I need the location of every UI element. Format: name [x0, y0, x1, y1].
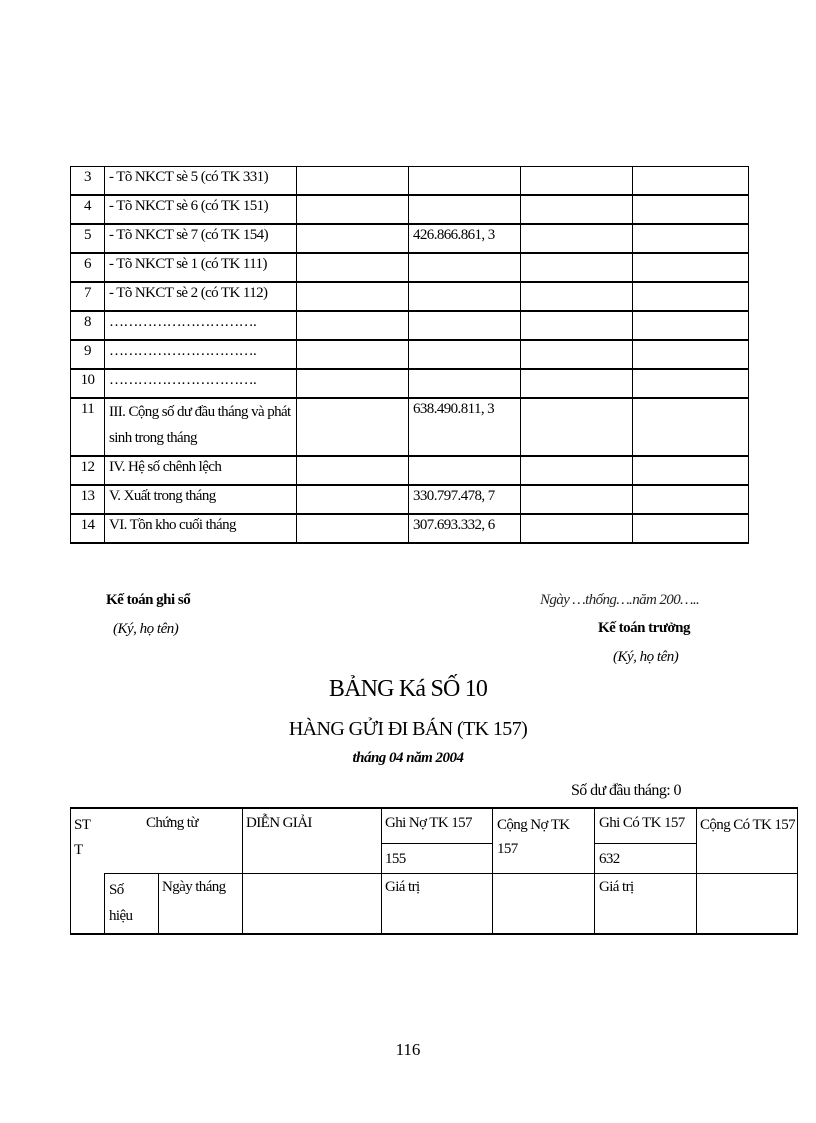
- row-number: 14: [71, 514, 105, 543]
- row-value: [409, 282, 521, 311]
- row-number: 4: [71, 195, 105, 224]
- grid-line: [594, 807, 595, 935]
- grid-line: [70, 807, 798, 809]
- empty-cell: [633, 224, 749, 253]
- table-row: [71, 167, 749, 196]
- grid-line: [70, 933, 798, 935]
- row-number: 10: [71, 369, 105, 398]
- chief-accountant-note: (Ký, họ tên): [613, 649, 679, 665]
- header-ghi-no: Ghi Nợ TK 157: [385, 815, 472, 831]
- report-month: tháng 04 năm 2004: [352, 750, 464, 766]
- table-row: [71, 282, 749, 311]
- empty-cell: [297, 282, 409, 311]
- row-number: 11: [71, 398, 105, 456]
- grid-line: [381, 843, 492, 844]
- row-value: [409, 311, 521, 340]
- row-value: [409, 456, 521, 485]
- row-description: - Tõ NKCT sè 6 (có TK 151): [105, 195, 297, 224]
- empty-cell: [297, 340, 409, 369]
- empty-cell: [633, 311, 749, 340]
- empty-cell: [521, 167, 633, 196]
- goods-sent-table: [70, 807, 798, 935]
- grid-line: [696, 807, 697, 935]
- header-ghi-co: Ghi Có TK 157: [599, 815, 685, 831]
- table-row: [71, 485, 749, 514]
- accountant-signature-title: Kế toán ghi sổ: [106, 592, 191, 608]
- empty-cell: [521, 311, 633, 340]
- empty-cell: [521, 485, 633, 514]
- header-cong-no: Cộng Nợ TK 157: [497, 817, 570, 857]
- empty-cell: [521, 398, 633, 456]
- row-number: 6: [71, 253, 105, 282]
- row-description: III. Cộng số dư đầu tháng và phát sinh trong tháng: [105, 398, 297, 456]
- empty-cell: [521, 195, 633, 224]
- row-number: 3: [71, 167, 105, 196]
- empty-cell: [297, 195, 409, 224]
- empty-cell: [521, 369, 633, 398]
- empty-cell: [297, 485, 409, 514]
- empty-cell: [521, 456, 633, 485]
- accountant-signature-note: (Ký, họ tên): [113, 621, 179, 637]
- empty-cell: [521, 514, 633, 543]
- empty-cell: [297, 311, 409, 340]
- row-value: 426.866.861, 3: [409, 224, 521, 253]
- empty-cell: [297, 456, 409, 485]
- date-line: Ngày …thống….năm 200…..: [540, 592, 700, 608]
- empty-cell: [633, 340, 749, 369]
- grid-line: [381, 807, 382, 935]
- header-dien-giai: DIỄN GIẢI: [246, 815, 312, 831]
- page-number: 116: [395, 1040, 421, 1059]
- co-account-number: 632: [599, 851, 620, 867]
- grid-line: [70, 807, 71, 935]
- row-description: ………………………….: [105, 340, 297, 369]
- table-row: [71, 224, 749, 253]
- header-chung-tu: Chứng từ: [146, 815, 198, 831]
- empty-cell: [633, 195, 749, 224]
- row-number: 13: [71, 485, 105, 514]
- header-so-hieu: Số hiệu: [109, 882, 133, 924]
- row-number: 5: [71, 224, 105, 253]
- empty-cell: [297, 253, 409, 282]
- table-row: [71, 514, 749, 543]
- chief-accountant-title: Kế toán trưởng: [598, 620, 690, 636]
- grid-line: [104, 873, 798, 874]
- table-row: [71, 456, 749, 485]
- empty-cell: [521, 282, 633, 311]
- empty-cell: [633, 398, 749, 456]
- row-description: - Tõ NKCT sè 1 (có TK 111): [105, 253, 297, 282]
- page-title: BẢNG Ká SỐ 10: [328, 676, 488, 702]
- empty-cell: [633, 167, 749, 196]
- table-row: [71, 398, 749, 456]
- row-number: 7: [71, 282, 105, 311]
- table-row: [71, 311, 749, 340]
- grid-line: [492, 807, 493, 935]
- empty-cell: [633, 282, 749, 311]
- row-value: [409, 167, 521, 196]
- empty-cell: [521, 253, 633, 282]
- row-number: 8: [71, 311, 105, 340]
- header-gia-tri-co: Giá trị: [599, 879, 634, 895]
- empty-cell: [521, 340, 633, 369]
- row-value: 638.490.811, 3: [409, 398, 521, 456]
- empty-cell: [633, 369, 749, 398]
- row-number: 9: [71, 340, 105, 369]
- grid-line: [797, 807, 798, 935]
- empty-cell: [633, 514, 749, 543]
- empty-cell: [633, 485, 749, 514]
- header-cong-co: Cộng Có TK 157: [700, 817, 796, 833]
- row-description: IV. Hệ số chênh lệch: [105, 456, 297, 485]
- inventory-table: [70, 166, 749, 544]
- row-description: - Tõ NKCT sè 2 (có TK 112): [105, 282, 297, 311]
- grid-line: [158, 873, 159, 935]
- row-description: - Tõ NKCT sè 7 (có TK 154): [105, 224, 297, 253]
- empty-cell: [297, 369, 409, 398]
- row-value: [409, 340, 521, 369]
- grid-line: [242, 807, 243, 935]
- row-value: [409, 369, 521, 398]
- row-description: - Tõ NKCT sè 5 (có TK 331): [105, 167, 297, 196]
- table-row: [71, 369, 749, 398]
- header-gia-tri-no: Giá trị: [385, 879, 420, 895]
- row-description: V. Xuất trong tháng: [105, 485, 297, 514]
- row-value: [409, 195, 521, 224]
- table-row: [71, 340, 749, 369]
- grid-line: [104, 873, 105, 935]
- row-value: 330.797.478, 7: [409, 485, 521, 514]
- row-value: [409, 253, 521, 282]
- grid-line: [594, 843, 696, 844]
- table-row: [71, 253, 749, 282]
- row-number: 12: [71, 456, 105, 485]
- row-value: 307.693.332, 6: [409, 514, 521, 543]
- row-description: VI. Tồn kho cuối tháng: [105, 514, 297, 543]
- page-subtitle: HÀNG GỬI ĐI BÁN (TK 157): [288, 718, 528, 740]
- empty-cell: [633, 456, 749, 485]
- table-row: [71, 195, 749, 224]
- empty-cell: [297, 167, 409, 196]
- header-ngay-thang: Ngày tháng: [162, 879, 226, 895]
- row-description: ………………………….: [105, 311, 297, 340]
- empty-cell: [633, 253, 749, 282]
- opening-balance: Số dư đầu tháng: 0: [571, 782, 681, 799]
- empty-cell: [521, 224, 633, 253]
- empty-cell: [297, 224, 409, 253]
- empty-cell: [297, 398, 409, 456]
- empty-cell: [297, 514, 409, 543]
- row-description: ………………………….: [105, 369, 297, 398]
- header-stt: ST T: [74, 817, 91, 858]
- no-account-number: 155: [385, 851, 406, 867]
